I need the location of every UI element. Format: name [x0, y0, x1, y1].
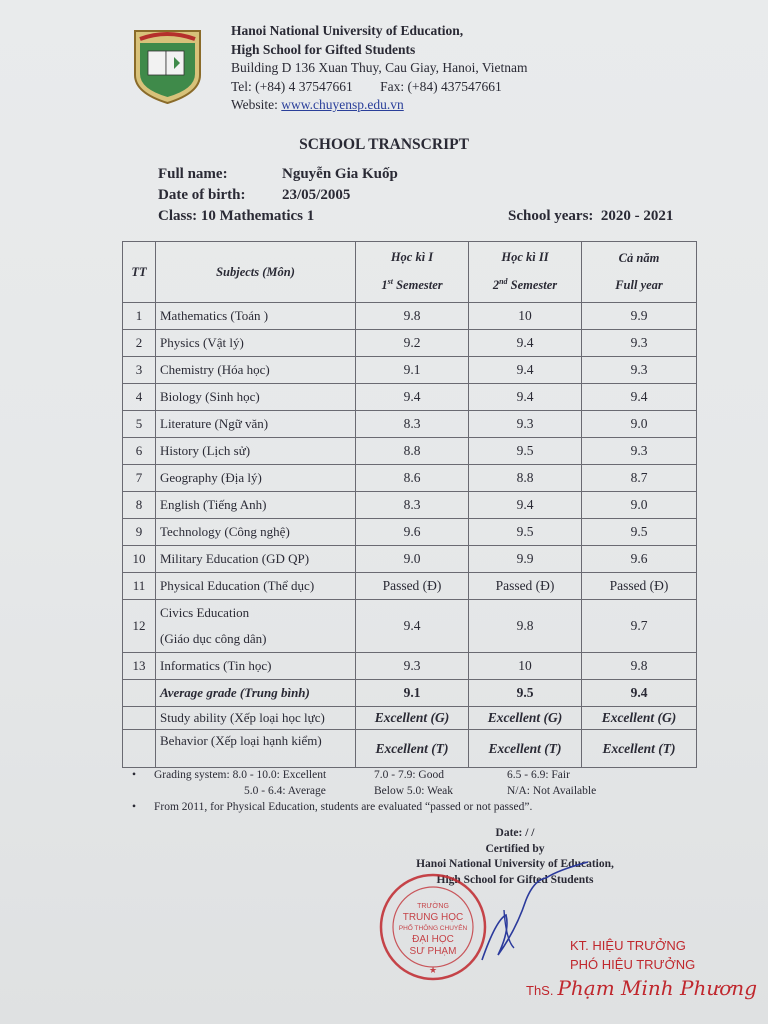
table-row [123, 546, 697, 573]
table-row [123, 492, 697, 519]
student-name-row [158, 166, 398, 183]
cert-org-1: Hanoi National University of Education, [416, 858, 614, 870]
row-semester1: Passed (Đ) [356, 573, 469, 600]
signer-degree: ThS. [526, 983, 554, 998]
row-semester2: 9.5 [469, 519, 582, 546]
row-semester1: 9.1 [356, 357, 469, 384]
name-label: Full name: [158, 166, 228, 182]
behavior-s1: Excellent (T) [356, 730, 469, 768]
row-semester1: 9.8 [356, 303, 469, 330]
row-semester2: 10 [469, 653, 582, 680]
school-years [508, 208, 673, 225]
row-full-year: 9.4 [582, 384, 697, 411]
row-full-year: 9.3 [582, 357, 697, 384]
study-s1: Excellent (G) [356, 707, 469, 730]
row-number: 12 [123, 600, 156, 653]
cert-certified-by: Certified by [485, 842, 545, 855]
signer-name-row [526, 976, 757, 1000]
col-semester2-en: 2nd Semester [492, 277, 558, 293]
pe-note-line [132, 799, 596, 815]
row-subject: Technology (Công nghệ) [156, 519, 356, 546]
bullet: • [132, 769, 137, 781]
seal-text-4: ĐẠI HỌC [412, 934, 454, 945]
row-semester1: 9.0 [356, 546, 469, 573]
student-dob-row [158, 187, 350, 204]
grading-notes [132, 767, 596, 815]
col-full-year-vn: Cả năm [618, 251, 660, 265]
row-semester1: 8.3 [356, 411, 469, 438]
behavior-tt [123, 730, 156, 768]
seal-text-3: PHỔ THÔNG CHUYÊN [398, 925, 468, 932]
signer-titles [570, 936, 695, 974]
row-subject: Geography (Địa lý) [156, 465, 356, 492]
behavior-s2: Excellent (T) [469, 730, 582, 768]
row-number: 6 [123, 438, 156, 465]
col-semester2 [469, 242, 582, 303]
row-number: 10 [123, 546, 156, 573]
average-label: Average grade (Trung bình) [156, 680, 356, 707]
header-contact [231, 78, 528, 97]
grades-table [122, 241, 697, 768]
seal-text-2: TRUNG HỌC [402, 912, 464, 923]
dob-label: Date of birth: [158, 187, 246, 203]
table-row [123, 330, 697, 357]
student-class: Class: 10 Mathematics 1 [158, 208, 315, 224]
student-dob: 23/05/2005 [282, 187, 351, 203]
row-subject: Physical Education (Thể dục) [156, 573, 356, 600]
col-semester1-vn: Học kì I [390, 250, 434, 265]
table-row [123, 438, 697, 465]
col-semester1 [356, 242, 469, 303]
school-years-value: 2020 - 2021 [600, 208, 674, 224]
row-semester1: 9.2 [356, 330, 469, 357]
row-semester2: 9.5 [469, 438, 582, 465]
row-semester1: 9.4 [356, 600, 469, 653]
row-full-year: 9.9 [582, 303, 697, 330]
row-semester1: 9.6 [356, 519, 469, 546]
row-subject [156, 600, 356, 653]
grading-good: 7.0 - 7.9: Good [374, 769, 444, 781]
row-full-year: 9.6 [582, 546, 697, 573]
signer-name: Phạm Minh Phương [557, 976, 757, 1000]
table-row [123, 653, 697, 680]
average-row [123, 680, 697, 707]
grading-weak: Below 5.0: Weak [374, 785, 454, 797]
row-number: 2 [123, 330, 156, 357]
cert-org-2: High School for Gifted Students [436, 873, 594, 886]
row-number: 13 [123, 653, 156, 680]
header-fax: Fax: (+84) 437547661 [380, 78, 502, 94]
row-semester1: 9.3 [356, 653, 469, 680]
row-full-year: 9.5 [582, 519, 697, 546]
table-header-row [123, 242, 697, 303]
row-number: 9 [123, 519, 156, 546]
signer-title-2: PHÓ HIỆU TRƯỞNG [570, 957, 696, 972]
student-name: Nguyễn Gia Kuốp [282, 166, 398, 182]
study-fy: Excellent (G) [582, 707, 697, 730]
grading-line-2 [132, 783, 596, 799]
row-subject: Mathematics (Toán ) [156, 303, 356, 330]
col-full-year-en: Full year [615, 278, 663, 292]
row-number: 11 [123, 573, 156, 600]
row-full-year: 8.7 [582, 465, 697, 492]
row-subject: Literature (Ngữ văn) [156, 411, 356, 438]
row-semester2: 9.4 [469, 492, 582, 519]
row-semester1: 8.6 [356, 465, 469, 492]
official-seal [378, 872, 488, 982]
col-semester1-en: 1st Semester [381, 277, 443, 293]
behavior-label: Behavior (Xếp loại hạnh kiểm) [156, 730, 356, 768]
pe-note: From 2011, for Physical Education, students are evaluated “passed or not passed”. [154, 801, 533, 813]
row-semester2: 9.4 [469, 357, 582, 384]
col-full-year [582, 242, 697, 303]
grading-na: N/A: Not Available [507, 785, 597, 797]
row-semester1: 9.4 [356, 384, 469, 411]
row-number: 8 [123, 492, 156, 519]
bullet: • [132, 801, 137, 813]
cert-date: Date: / / [495, 827, 535, 839]
row-number: 3 [123, 357, 156, 384]
behavior-fy: Excellent (T) [582, 730, 697, 768]
row-full-year: Passed (Đ) [582, 573, 697, 600]
table-row [123, 600, 697, 653]
row-subject: Informatics (Tin học) [156, 653, 356, 680]
seal-text-5: SƯ PHẠM [409, 946, 457, 957]
row-semester2: 9.4 [469, 330, 582, 357]
grades-body [123, 303, 697, 680]
row-full-year: 9.3 [582, 330, 697, 357]
row-subject: Physics (Vật lý) [156, 330, 356, 357]
row-semester1: 8.3 [356, 492, 469, 519]
grading-average: 5.0 - 6.4: Average [244, 785, 326, 797]
row-subject-line-1: Civics Education [160, 605, 250, 620]
website-link[interactable]: www.chuyensp.edu.vn [281, 97, 404, 112]
row-number: 5 [123, 411, 156, 438]
study-tt [123, 707, 156, 730]
row-subject: Biology (Sinh học) [156, 384, 356, 411]
seal-text-1: TRƯỜNG [417, 903, 449, 910]
row-semester2: 9.4 [469, 384, 582, 411]
row-semester2: 8.8 [469, 465, 582, 492]
svg-text:★: ★ [428, 965, 438, 975]
table-row [123, 357, 697, 384]
document-title: SCHOOL TRANSCRIPT [299, 136, 469, 153]
study-s2: Excellent (G) [469, 707, 582, 730]
col-tt: TT [123, 242, 156, 303]
row-semester2: Passed (Đ) [469, 573, 582, 600]
school-logo [130, 27, 205, 105]
school-years-label: School years: [508, 208, 594, 224]
row-subject: English (Tiếng Anh) [156, 492, 356, 519]
website-label: Website: [231, 97, 278, 112]
table-row [123, 573, 697, 600]
grading-fair: 6.5 - 6.9: Fair [507, 769, 570, 781]
behavior-row [123, 730, 697, 768]
row-full-year: 9.8 [582, 653, 697, 680]
average-s2: 9.5 [469, 680, 582, 707]
row-semester2: 9.8 [469, 600, 582, 653]
row-subject: Chemistry (Hóa học) [156, 357, 356, 384]
table-row [123, 465, 697, 492]
col-subject: Subjects (Môn) [156, 242, 356, 303]
header-university: Hanoi National University of Education, [231, 23, 464, 38]
row-full-year: 9.0 [582, 411, 697, 438]
signer-title-1: KT. HIỆU TRƯỞNG [570, 938, 686, 953]
row-full-year: 9.7 [582, 600, 697, 653]
row-number: 1 [123, 303, 156, 330]
row-semester2: 9.3 [469, 411, 582, 438]
average-tt [123, 680, 156, 707]
row-semester2: 9.9 [469, 546, 582, 573]
study-ability-row [123, 707, 697, 730]
average-fy: 9.4 [582, 680, 697, 707]
header-tel: Tel: (+84) 4 37547661 [231, 78, 353, 94]
average-s1: 9.1 [356, 680, 469, 707]
header-school: High School for Gifted Students [231, 41, 416, 57]
grading-line-1 [132, 767, 596, 783]
table-row [123, 519, 697, 546]
table-row [123, 411, 697, 438]
row-subject: Military Education (GD QP) [156, 546, 356, 573]
school-header [231, 22, 528, 115]
table-row [123, 384, 697, 411]
row-subject-line-2: (Giáo dục công dân) [160, 631, 267, 646]
header-address: Building D 136 Xuan Thuy, Cau Giay, Hanoi, Vietnam [231, 60, 528, 75]
row-full-year: 9.3 [582, 438, 697, 465]
row-semester2: 10 [469, 303, 582, 330]
row-full-year: 9.0 [582, 492, 697, 519]
header-website-row [231, 96, 528, 115]
row-semester1: 8.8 [356, 438, 469, 465]
table-row [123, 303, 697, 330]
study-label: Study ability (Xếp loại học lực) [156, 707, 356, 730]
row-subject: History (Lịch sử) [156, 438, 356, 465]
grading-excellent: Grading system: 8.0 - 10.0: Excellent [154, 769, 327, 781]
col-semester2-vn: Học kì II [501, 250, 549, 265]
row-number: 7 [123, 465, 156, 492]
row-number: 4 [123, 384, 156, 411]
